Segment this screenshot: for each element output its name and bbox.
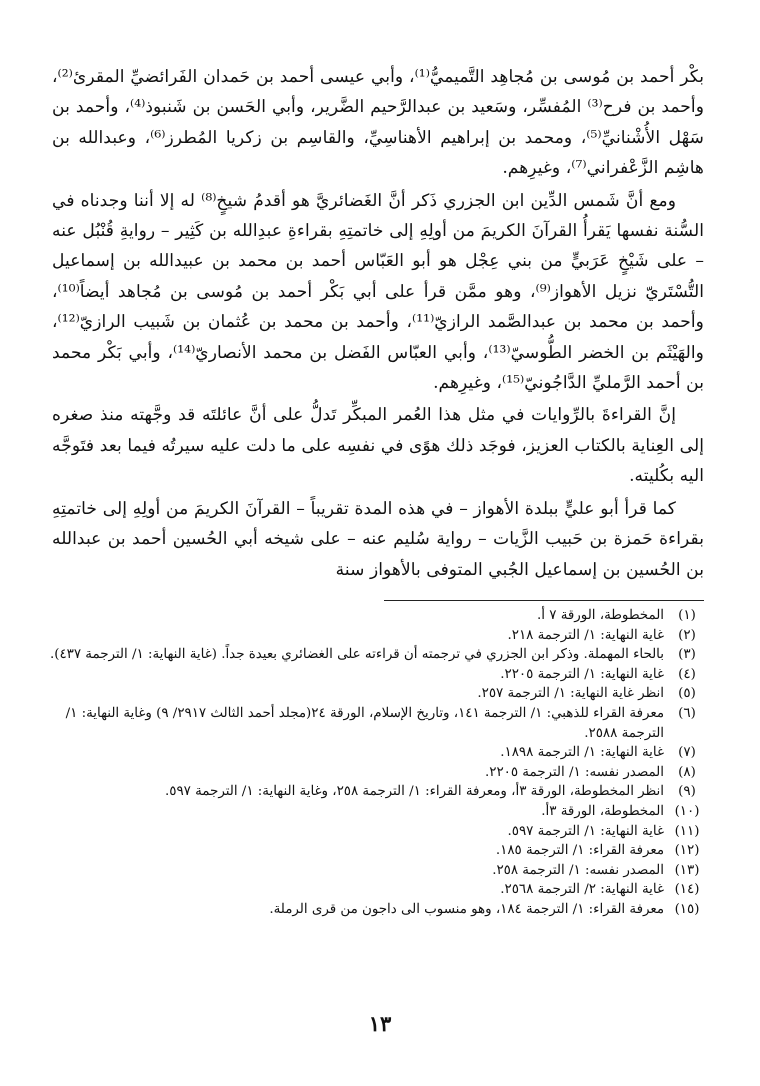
footnote-text: غاية النهاية: ٢/ الترجمة ٢٥٦٨. xyxy=(500,882,664,898)
footnote-text: غاية النهاية: ١/ الترجمة ١٨٩٨. xyxy=(500,745,664,761)
footnote xyxy=(50,861,710,881)
footnote-number: (٤) xyxy=(678,666,696,682)
footnote xyxy=(50,665,710,685)
paragraph: كما قرأ أبو عليٍّ ببلدة الأهواز – في هذه المدة تقريباً – القرآنَ الكريمَ من أولِهِ إلى خاتمتِهِ بقراءة حَمزة بن حَبيب الزَّيات – رواية سُليم عنه – على شيخه أبي الحُسين أحمد بن عبدالله بن الحُسين بن إسماعيل الجُبي المتوفى بالأهواز سنة xyxy=(52,498,704,580)
footnote xyxy=(50,626,710,646)
footnote xyxy=(50,645,710,665)
footnote-number: (٥) xyxy=(678,686,696,702)
footnote xyxy=(50,802,710,822)
footnote-number: (٣) xyxy=(678,647,696,663)
footnote-number: (٦) xyxy=(678,705,696,721)
footnote-text: غاية النهاية: ١/ الترجمة ٢١٨. xyxy=(507,627,664,643)
footnote xyxy=(50,743,710,763)
footnote xyxy=(50,704,710,743)
footnote-text: المخطوطة، الورقة ٧ أ. xyxy=(537,608,664,623)
footnote-number: (١٠) xyxy=(674,803,700,819)
footnote xyxy=(50,606,710,626)
main-text xyxy=(52,62,704,585)
footnote-number: (١٤) xyxy=(674,882,700,898)
footnote-text: معرفة القراء: ١/ الترجمة ١٨٥. xyxy=(495,843,664,859)
paragraph: بكْر أحمد بن مُوسى بن مُجاهِد التَّميميُّ⁽¹⁾، وأبي عيسى أحمد بن حَمدان الفَرائضيِّ المقرئ⁽²⁾، وأحمد بن فرح⁽³⁾ المُفسِّر، وسَعيد بن عبدالرَّحيم الضَّرير، وأبي الحَسن بن شَنبوذ⁽⁴⁾، وأحمد بن سَهْل الأُشْنانيِّ⁽⁵⁾، ومحمد بن إبراهيم الأهناسِيِّ، والقاسِم بن زكريا المُطرز⁽⁶⁾، وعبدالله بن هاشِم الزَّعْفراني⁽⁷⁾، وغيرِهم. xyxy=(52,67,705,179)
footnotes-list xyxy=(50,606,710,920)
footnote xyxy=(50,880,710,900)
footnote-text: انظر غاية النهاية: ١/ الترجمة ٢٥٧. xyxy=(477,686,664,702)
footnote-text: غاية النهاية: ١/ الترجمة ٢٢٠٥. xyxy=(500,666,664,682)
footnote-number: (٩) xyxy=(678,784,696,800)
footnote-text: المصدر نفسه: ١/ الترجمة ٢٥٨. xyxy=(492,862,664,878)
paragraph: ومع أنَّ شَمس الدِّين ابن الجزري ذَكر أنَّ الغَضائريَّ هو أقدمُ شيخٍ⁽⁸⁾ له إلا أننا وجدناه في السُّنة نفسها يَقرأُ القرآنَ الكريمَ من أولِهِ إلى خاتمتِهِ بقراءةِ عبدِالله بن كَثِير – روايةِ قُنْبُل عنه – على شَيْخٍ عَرَبيٍّ من بني عِجْل هو أبو العَبّاس أحمد بن محمد بن عبيدالله بن إسماعيل التُّسْتَريّ نزيل الأهواز⁽⁹⁾، وهو ممَّن قرأ على أبي بَكْر أحمد بن مُوسى بن مُجاهد أيضاً⁽¹⁰⁾، وأحمد بن محمد بن عبدالصَّمد الرازيّ⁽¹¹⁾، وأحمد بن محمد بن عُثمان بن شَبيب الرازيّ⁽¹²⁾، والهَيْثَم بن الخضر الطُّوسيّ⁽¹³⁾، وأبي العبّاس الفَضل بن محمد الأنصاريّ⁽¹⁴⁾، وأبي بَكْر محمد بن أحمد الرَّمليِّ الدَّاجُونيّ⁽¹⁵⁾، وغيرِهم. xyxy=(52,190,705,394)
footnote-text: المخطوطة، الورقة ٣أ. xyxy=(541,803,664,819)
footnote-number: (١) xyxy=(678,608,696,623)
footnote-text: انظر المخطوطة، الورقة ٣أ، ومعرفة القراء: ١/ الترجمة ٢٥٨، وغاية النهاية: ١/ الترجمة ٥٩٧. xyxy=(165,784,664,800)
footnote-number: (٢) xyxy=(678,627,696,643)
footnote xyxy=(50,900,710,920)
footnote-number: (١١) xyxy=(674,823,700,839)
paragraph: إنَّ القراءةَ بالرِّوايات في مثل هذا العُمر المبكِّر تَدلُّ على أنَّ عائلتَه قد وجَّهته منذ صغره إلى العِناية بالكتاب العزيز، فوجَد ذلك هوًى في نفسِه على ما دلت عليه سيرتُه فيما بعد فتَوجَّه اليه بكُليته. xyxy=(52,405,704,487)
footnote-text: غاية النهاية: ١/ الترجمة ٥٩٧. xyxy=(507,823,664,839)
footnote xyxy=(50,782,710,802)
footnote-text: المصدر نفسه: ١/ الترجمة ٢٢٠٥. xyxy=(484,764,664,780)
footnote xyxy=(50,822,710,842)
footnote-number: (٧) xyxy=(678,745,696,761)
footnote-number: (١٣) xyxy=(674,862,700,878)
footnote-number: (١٢) xyxy=(674,843,700,859)
page-number: ١٣ xyxy=(368,1011,392,1036)
footnote xyxy=(50,841,710,861)
footnote-text: بالحاء المهملة. وذكر ابن الجزري في ترجمته أن قراءته على الغضائري بعيدة جداً. (غاية النهاية: ١/ الترجمة ٤٣٧). xyxy=(49,647,664,663)
footnote-separator xyxy=(384,600,704,601)
footnote-number: (٨) xyxy=(678,764,696,780)
footnote xyxy=(50,763,710,783)
footnote-number: (١٥) xyxy=(674,901,700,917)
footnote-text: معرفة القراء للذهبي: ١/ الترجمة ١٤١، وتاريخ الإسلام، الورقة ٢٤(مجلد أحمد الثالث ٢٩١٧/ ٩) وغاية النهاية: ١/ الترجمة ٢٥٨٨. xyxy=(65,705,664,741)
footnote xyxy=(50,684,710,704)
footnote-text: معرفة القراء: ١/ الترجمة ١٨٤، وهو منسوب الى داجون من قرى الرملة. xyxy=(269,901,664,917)
